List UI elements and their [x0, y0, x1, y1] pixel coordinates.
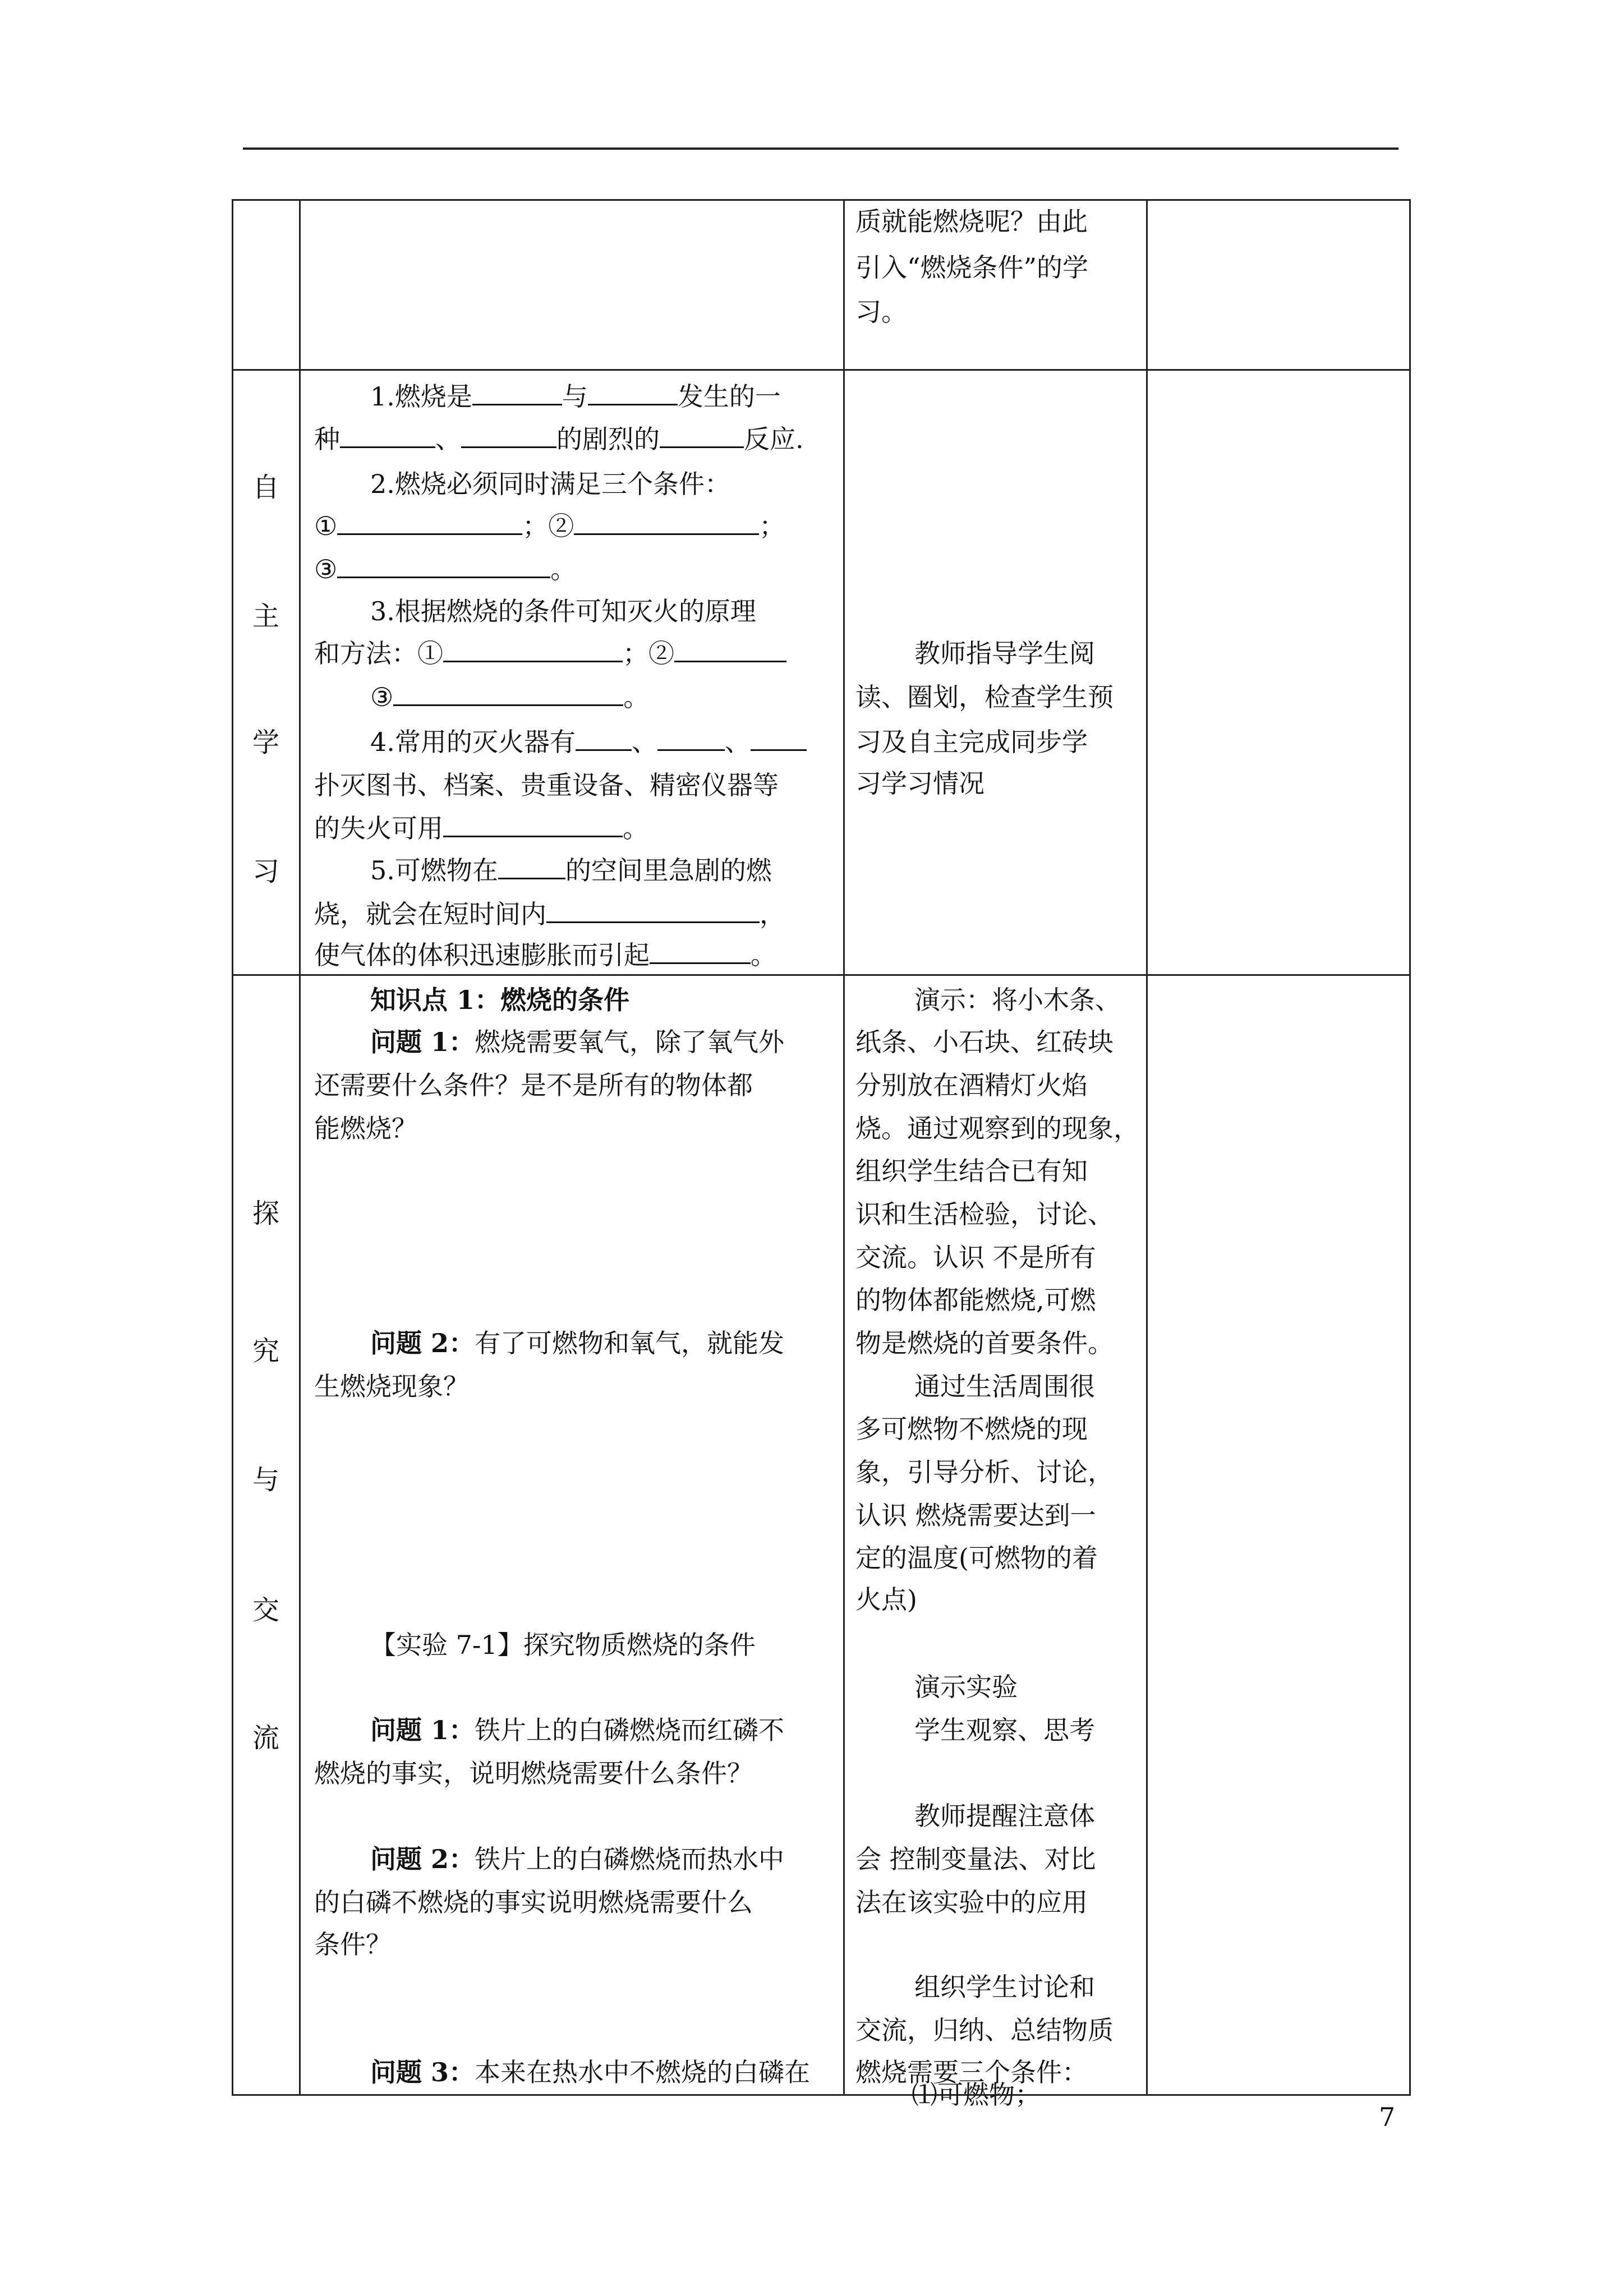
text-line: 火点) — [855, 1584, 917, 1615]
question-2-line-3: ③ 。 — [314, 547, 576, 592]
blank-field[interactable] — [660, 421, 744, 448]
blank-field[interactable] — [657, 723, 725, 751]
blank-field[interactable] — [337, 551, 550, 578]
experiment-question-1: 问题 1：铁片上的白磷燃烧而红磷不 — [370, 1715, 785, 1745]
header-rule — [243, 147, 1398, 150]
text-line: 生燃烧现象？ — [314, 1371, 469, 1401]
blank-field[interactable] — [574, 508, 759, 535]
question-1-line-1: 1.燃烧是 与 发生的一 — [370, 374, 781, 419]
text-line: 燃烧需要三个条件： — [855, 2057, 1088, 2087]
text-line: 多可燃物不燃烧的现 — [855, 1414, 1088, 1444]
question-2-line-1: 2.燃烧必须同时满足三个条件： — [370, 469, 730, 499]
blank-field[interactable] — [650, 937, 751, 964]
blank-field[interactable] — [576, 723, 632, 751]
text-line: ⑴可燃物； — [912, 2080, 1041, 2110]
text-line: 的物体都能燃烧,可燃 — [855, 1285, 1096, 1315]
text-line: 演示实验 — [914, 1672, 1018, 1702]
text-line: 演示：将小木条、 — [914, 985, 1121, 1015]
blank-field[interactable] — [751, 723, 807, 751]
label-char: 习 — [252, 856, 280, 887]
question-3-line-3: ③ 。 — [370, 675, 649, 720]
text-line: 教师指导学生阅 — [914, 638, 1095, 668]
text-line: 读、圈划，检查学生预 — [855, 682, 1114, 712]
blank-field[interactable] — [443, 635, 623, 662]
text-line: 纸条、小石块、红砖块 — [855, 1027, 1114, 1057]
text-line: 象，引导分析、讨论， — [855, 1457, 1114, 1487]
blank-field[interactable] — [340, 421, 435, 448]
text-line: 识和生活检验，讨论、 — [855, 1199, 1114, 1229]
text-line: 条件？ — [314, 1929, 392, 1960]
question-5-line-1: 5.可燃物在 的空间里急剧的燃 — [370, 848, 772, 893]
label-char: 与 — [252, 1464, 280, 1496]
text-line: 还需要什么条件？是不是所有的物体都 — [314, 1070, 753, 1100]
blank-field[interactable] — [588, 378, 678, 405]
blank-field[interactable] — [393, 679, 623, 706]
blank-field[interactable] — [472, 378, 562, 405]
question-2-line-2: ① ；② ； — [314, 504, 785, 548]
blank-field[interactable] — [461, 421, 556, 448]
text-line: 质就能燃烧呢？由此 — [855, 206, 1088, 237]
text-line: 通过生活周围很 — [914, 1371, 1095, 1401]
problem-1: 问题 1：燃烧需要氧气，除了氧气外 — [370, 1027, 785, 1057]
text-line: 交流。认识 不是所有 — [855, 1242, 1096, 1273]
experiment-question-2: 问题 2：铁片上的白磷燃烧而热水中 — [370, 1844, 785, 1874]
text-line: 学生观察、思考 — [914, 1715, 1095, 1745]
question-5-line-3: 使气体的体积迅速膨胀而引起 。 — [314, 933, 776, 978]
knowledge-point-heading: 知识点 1：燃烧的条件 — [370, 985, 630, 1015]
text-line: 会 控制变量法、对比 — [855, 1844, 1096, 1874]
text-line: 交流，归纳、总结物质 — [855, 2015, 1114, 2045]
text-line: 教师提醒注意体 — [914, 1801, 1095, 1831]
label-char: 探 — [252, 1198, 280, 1229]
blank-field[interactable] — [337, 508, 522, 535]
experiment-question-3: 问题 3：本来在热水中不燃烧的白磷在 — [370, 2057, 811, 2087]
question-4-line-3: 的失火可用 。 — [314, 806, 648, 851]
label-char: 主 — [252, 601, 280, 632]
question-4-line-1: 4.常用的灭火器有 、 、 — [370, 720, 807, 764]
blank-field[interactable] — [443, 810, 623, 837]
text-line: 引入“燃烧条件”的学 — [855, 252, 1089, 283]
text-line: 能燃烧？ — [314, 1113, 417, 1144]
problem-2: 问题 2：有了可燃物和氧气，就能发 — [370, 1328, 785, 1358]
text-line: 物是燃烧的首要条件。 — [855, 1328, 1114, 1358]
text-line: 定的温度(可燃物的着 — [855, 1543, 1098, 1573]
blank-field[interactable] — [546, 896, 760, 923]
text-line: 习。 — [855, 297, 907, 327]
blank-field[interactable] — [498, 852, 565, 879]
question-4-line-2: 扑灭图书、档案、贵重设备、精密仪器等 — [314, 770, 779, 800]
label-char: 究 — [252, 1335, 280, 1367]
question-3-line-1: 3.根据燃烧的条件可知灭火的原理 — [370, 596, 756, 626]
label-char: 自 — [252, 472, 280, 503]
label-char: 交 — [252, 1594, 280, 1626]
experiment-title: 【实验 7-1】探究物质燃烧的条件 — [370, 1630, 756, 1660]
text-line: 的白磷不燃烧的事实说明燃烧需要什么 — [314, 1887, 753, 1917]
label-char: 学 — [252, 727, 280, 758]
text-line: 分别放在酒精灯火焰 — [855, 1070, 1088, 1100]
text-line: 习学习情况 — [855, 768, 984, 799]
page-number: 7 — [1379, 2102, 1396, 2132]
question-3-line-2: 和方法：① ；② — [314, 631, 786, 676]
label-char: 流 — [252, 1722, 280, 1754]
blank-field[interactable] — [674, 635, 786, 662]
question-1-line-2: 种 、 的剧烈的 反应. — [314, 417, 804, 462]
question-5-line-2: 烧，就会在短时间内 ， — [314, 892, 785, 937]
text-line: 组织学生讨论和 — [914, 1972, 1095, 2002]
text-line: 组织学生结合已有知 — [855, 1156, 1088, 1186]
text-line: 烧。通过观察到的现象， — [855, 1113, 1139, 1144]
text-line: 习及自主完成同步学 — [855, 727, 1088, 757]
text-line: 认识 燃烧需要达到一 — [855, 1500, 1096, 1530]
text-line: 燃烧的事实，说明燃烧需要什么条件？ — [314, 1758, 753, 1788]
text-line: 法在该实验中的应用 — [855, 1887, 1088, 1917]
